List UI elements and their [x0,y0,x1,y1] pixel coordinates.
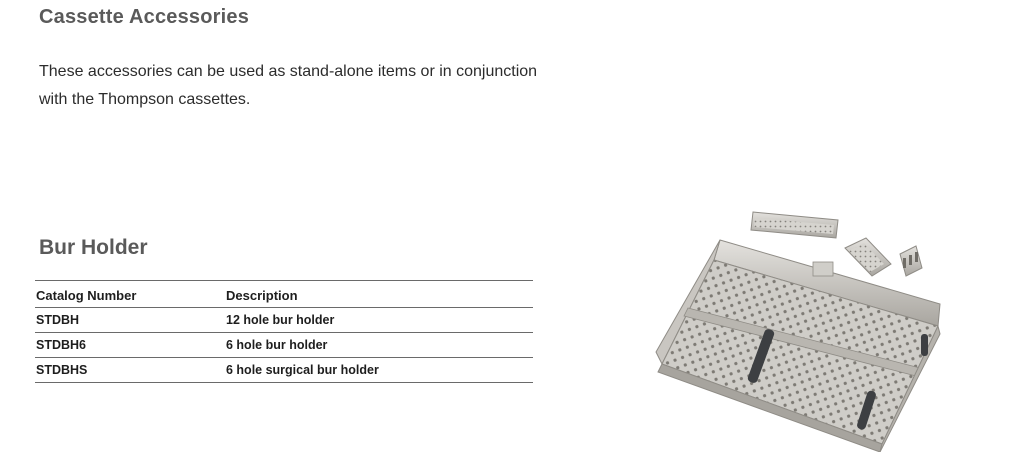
description-cell: 6 hole surgical bur holder [225,358,533,383]
table-row [35,358,533,383]
bur-holder-piece-medium [845,238,891,276]
catalog-number-cell: STDBH6 [35,333,225,358]
header-description: Description [225,281,533,308]
bur-holder-cassette-photo [648,204,946,452]
section-title: Cassette Accessories [39,6,250,28]
table-row [35,308,533,333]
bur-holder-piece-long [751,212,838,238]
header-catalog-number: Catalog Number [35,281,225,308]
catalog-number-cell: STDBHS [35,358,225,383]
product-title: Bur Holder [39,236,148,259]
description-cell: 6 hole bur holder [225,333,533,358]
description-cell: 12 hole bur holder [225,308,533,333]
catalog-number-cell: STDBH [35,308,225,333]
catalog-table [35,280,533,383]
bur-holder-piece-small [900,246,922,276]
table-row [35,333,533,358]
table-header-row [35,281,533,308]
intro-paragraph: These accessories can be used as stand-alone items or in conjunction with the Thompson cassettes. [39,63,538,108]
